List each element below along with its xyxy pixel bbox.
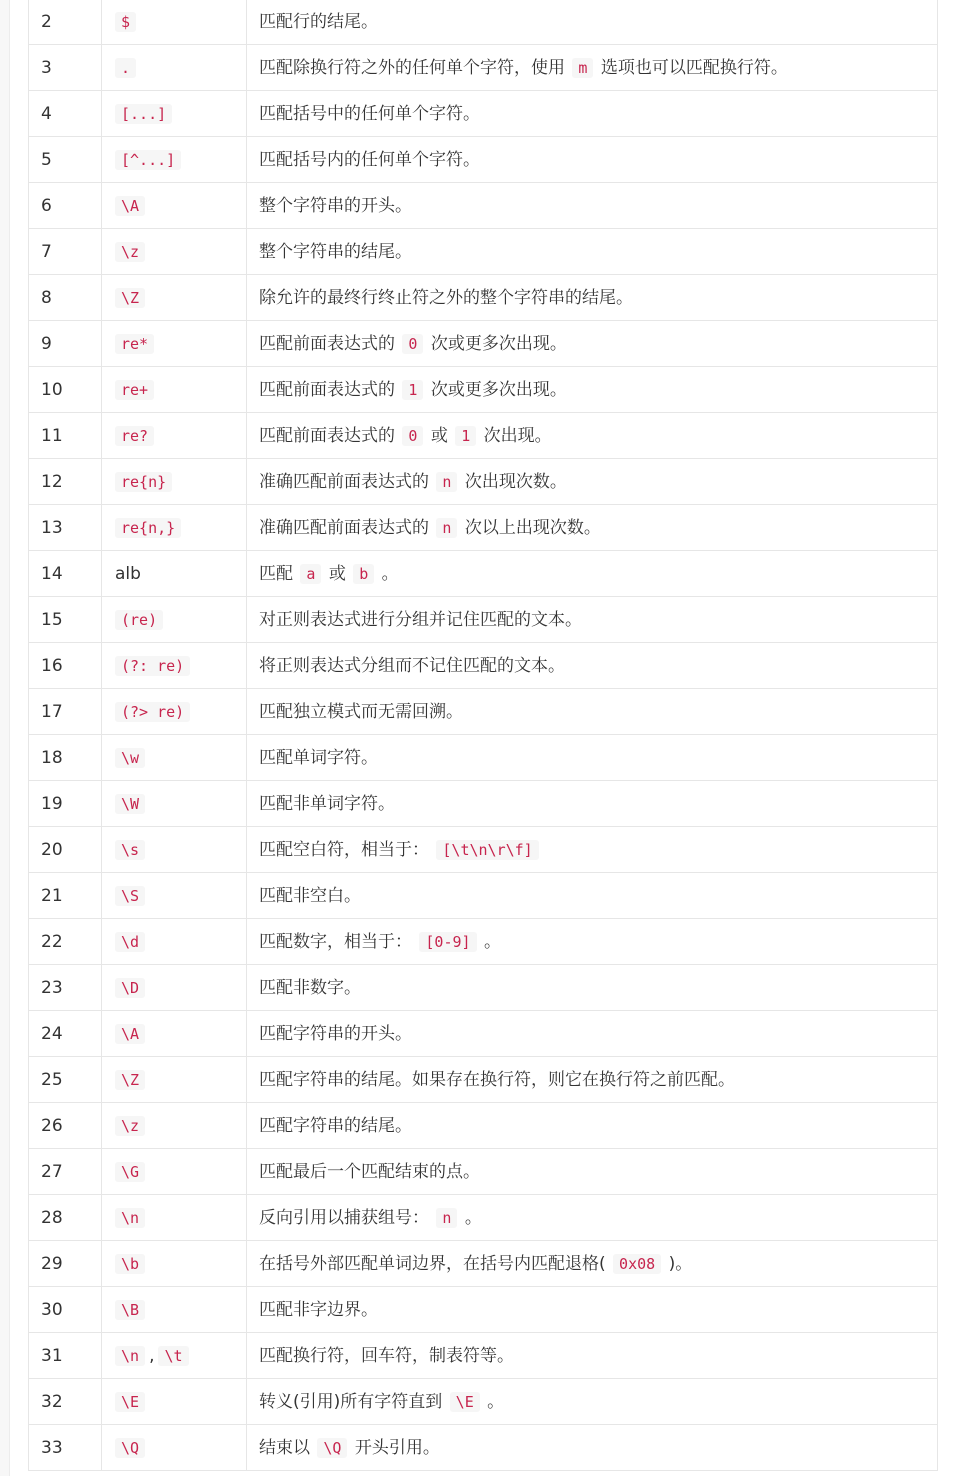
inline-code: a xyxy=(300,564,321,584)
regex-table-body xyxy=(29,0,938,1471)
description-text: 次以上出现次数。 xyxy=(459,517,601,538)
table-row xyxy=(29,413,938,459)
description-cell xyxy=(247,1149,938,1195)
description-text: 开头引用。 xyxy=(349,1437,440,1458)
table-row xyxy=(29,551,938,597)
row-number-cell xyxy=(29,551,102,597)
row-number: 13 xyxy=(41,517,63,538)
description-text: 反向引用以捕获组号： xyxy=(259,1207,435,1228)
description-text: 或 xyxy=(323,563,352,584)
table-row xyxy=(29,689,938,735)
description-cell xyxy=(247,183,938,229)
pattern-cell xyxy=(102,91,247,137)
table-row xyxy=(29,275,938,321)
row-number-cell xyxy=(29,275,102,321)
description-text: 匹配前面表达式的 xyxy=(259,379,401,400)
row-number: 23 xyxy=(41,977,63,998)
pattern-code: (re) xyxy=(115,610,163,630)
description-text: 准确匹配前面表达式的 xyxy=(259,517,435,538)
pattern-cell xyxy=(102,459,247,505)
table-row xyxy=(29,1287,938,1333)
description-cell xyxy=(247,1287,938,1333)
row-number: 27 xyxy=(41,1161,63,1182)
description-text: 匹配括号内的任何单个字符。 xyxy=(259,149,480,170)
pattern-code: \G xyxy=(115,1162,145,1182)
pattern-text: alb xyxy=(115,563,141,584)
table-row xyxy=(29,1149,938,1195)
pattern-code: [...] xyxy=(115,104,172,124)
table-row xyxy=(29,137,938,183)
description-text: 匹配单词字符。 xyxy=(259,747,378,768)
pattern-cell xyxy=(102,413,247,459)
description-text: 次出现。 xyxy=(478,425,552,446)
row-number: 31 xyxy=(41,1345,63,1366)
row-number: 30 xyxy=(41,1299,63,1320)
description-text: 匹配非空白。 xyxy=(259,885,361,906)
pattern-cell xyxy=(102,1287,247,1333)
description-cell xyxy=(247,1379,938,1425)
description-cell xyxy=(247,1195,938,1241)
inline-code: 0 xyxy=(402,426,423,446)
pattern-cell xyxy=(102,781,247,827)
row-number: 2 xyxy=(41,11,52,32)
row-number-cell xyxy=(29,1011,102,1057)
pattern-cell xyxy=(102,1103,247,1149)
table-row xyxy=(29,1379,938,1425)
description-cell xyxy=(247,45,938,91)
description-text: 。 xyxy=(459,1207,482,1228)
description-text: 。 xyxy=(478,931,501,952)
row-number-cell xyxy=(29,1287,102,1333)
pattern-code: \d xyxy=(115,932,145,952)
regex-table xyxy=(28,0,938,1471)
table-row xyxy=(29,735,938,781)
table-row xyxy=(29,229,938,275)
row-number-cell xyxy=(29,689,102,735)
pattern-code: \B xyxy=(115,1300,145,1320)
table-row xyxy=(29,1103,938,1149)
row-number: 9 xyxy=(41,333,52,354)
description-text: 次或更多次出现。 xyxy=(425,333,567,354)
pattern-cell xyxy=(102,275,247,321)
description-text: 匹配除换行符之外的任何单个字符，使用 xyxy=(259,57,571,78)
description-cell xyxy=(247,229,938,275)
pattern-code: re{n} xyxy=(115,472,172,492)
pattern-code: $ xyxy=(115,12,136,32)
description-cell xyxy=(247,1241,938,1287)
pattern-cell xyxy=(102,735,247,781)
row-number: 11 xyxy=(41,425,63,446)
table-row xyxy=(29,1425,938,1471)
description-text: 。 xyxy=(376,563,399,584)
pattern-code: \w xyxy=(115,748,145,768)
pattern-code: \b xyxy=(115,1254,145,1274)
pattern-code: \D xyxy=(115,978,145,998)
pattern-cell xyxy=(102,873,247,919)
description-text: 或 xyxy=(425,425,454,446)
row-number-cell xyxy=(29,827,102,873)
description-text: 次出现次数。 xyxy=(459,471,567,492)
pattern-cell xyxy=(102,551,247,597)
row-number-cell xyxy=(29,735,102,781)
row-number: 8 xyxy=(41,287,52,308)
left-gutter xyxy=(0,0,10,1476)
table-row xyxy=(29,321,938,367)
row-number: 29 xyxy=(41,1253,63,1274)
table-row xyxy=(29,873,938,919)
description-text: 匹配最后一个匹配结束的点。 xyxy=(259,1161,480,1182)
description-cell xyxy=(247,919,938,965)
row-number-cell xyxy=(29,1057,102,1103)
pattern-cell xyxy=(102,689,247,735)
description-cell xyxy=(247,1011,938,1057)
pattern-code: \E xyxy=(115,1392,145,1412)
description-text: 匹配字符串的开头。 xyxy=(259,1023,412,1044)
inline-code: [\t\n\r\f] xyxy=(436,840,538,860)
description-cell xyxy=(247,781,938,827)
description-text: 结束以 xyxy=(259,1437,316,1458)
row-number-cell xyxy=(29,1241,102,1287)
inline-code: 1 xyxy=(402,380,423,400)
description-cell xyxy=(247,505,938,551)
description-cell xyxy=(247,965,938,1011)
pattern-code: \W xyxy=(115,794,145,814)
pattern-code: re{n,} xyxy=(115,518,181,538)
row-number-cell xyxy=(29,597,102,643)
pattern-cell xyxy=(102,0,247,45)
pattern-code: \Z xyxy=(115,1070,145,1090)
description-cell xyxy=(247,551,938,597)
table-row xyxy=(29,367,938,413)
table-row xyxy=(29,91,938,137)
inline-code: 1 xyxy=(455,426,476,446)
table-row xyxy=(29,45,938,91)
description-text: )。 xyxy=(663,1253,693,1274)
table-row xyxy=(29,1195,938,1241)
description-text: 匹配换行符，回车符，制表符等。 xyxy=(259,1345,514,1366)
inline-code: \Q xyxy=(317,1438,347,1458)
table-row xyxy=(29,1011,938,1057)
row-number-cell xyxy=(29,505,102,551)
pattern-cell xyxy=(102,1425,247,1471)
row-number: 6 xyxy=(41,195,52,216)
description-text: 匹配非数字。 xyxy=(259,977,361,998)
row-number: 20 xyxy=(41,839,63,860)
inline-code: n xyxy=(436,1208,457,1228)
row-number-cell xyxy=(29,1149,102,1195)
pattern-cell xyxy=(102,965,247,1011)
inline-code: 0x08 xyxy=(613,1254,661,1274)
inline-code: n xyxy=(436,518,457,538)
row-number-cell xyxy=(29,137,102,183)
table-row xyxy=(29,781,938,827)
pattern-code: \n xyxy=(115,1346,145,1366)
description-cell xyxy=(247,1057,938,1103)
pattern-cell xyxy=(102,45,247,91)
pattern-cell xyxy=(102,321,247,367)
pattern-code: . xyxy=(115,58,136,78)
pattern-code: \z xyxy=(115,242,145,262)
table-row xyxy=(29,1057,938,1103)
description-text: 对正则表达式进行分组并记住匹配的文本。 xyxy=(259,609,582,630)
description-cell xyxy=(247,1103,938,1149)
description-text: 准确匹配前面表达式的 xyxy=(259,471,435,492)
row-number: 7 xyxy=(41,241,52,262)
row-number: 24 xyxy=(41,1023,63,1044)
pattern-code: re? xyxy=(115,426,154,446)
pattern-code: \Z xyxy=(115,288,145,308)
pattern-cell xyxy=(102,183,247,229)
inline-code: n xyxy=(436,472,457,492)
row-number: 10 xyxy=(41,379,63,400)
row-number-cell xyxy=(29,413,102,459)
inline-code: [0-9] xyxy=(419,932,476,952)
description-text: 转义(引用)所有字符直到 xyxy=(259,1391,448,1412)
inline-code: b xyxy=(353,564,374,584)
table-row xyxy=(29,505,938,551)
description-text: 整个字符串的开头。 xyxy=(259,195,412,216)
pattern-cell xyxy=(102,643,247,689)
inline-code: 0 xyxy=(402,334,423,354)
table-row xyxy=(29,597,938,643)
row-number-cell xyxy=(29,873,102,919)
row-number-cell xyxy=(29,1195,102,1241)
description-cell xyxy=(247,735,938,781)
pattern-cell xyxy=(102,1241,247,1287)
description-text: 匹配非单词字符。 xyxy=(259,793,395,814)
description-text: 匹配数字，相当于： xyxy=(259,931,418,952)
description-cell xyxy=(247,321,938,367)
description-text: 匹配括号中的任何单个字符。 xyxy=(259,103,480,124)
row-number: 21 xyxy=(41,885,63,906)
row-number: 22 xyxy=(41,931,63,952)
pattern-cell xyxy=(102,137,247,183)
description-text: 整个字符串的结尾。 xyxy=(259,241,412,262)
row-number: 26 xyxy=(41,1115,63,1136)
row-number: 18 xyxy=(41,747,63,768)
description-cell xyxy=(247,689,938,735)
pattern-cell xyxy=(102,919,247,965)
description-text: 匹配字符串的结尾。如果存在换行符，则它在换行符之前匹配。 xyxy=(259,1069,735,1090)
pattern-code: \n xyxy=(115,1208,145,1228)
pattern-code: \z xyxy=(115,1116,145,1136)
inline-code: m xyxy=(572,58,593,78)
table-row xyxy=(29,459,938,505)
pattern-code: (?: re) xyxy=(115,656,190,676)
row-number-cell xyxy=(29,1379,102,1425)
row-number: 3 xyxy=(41,57,52,78)
row-number: 4 xyxy=(41,103,52,124)
pattern-cell xyxy=(102,1333,247,1379)
row-number: 17 xyxy=(41,701,63,722)
pattern-code: re* xyxy=(115,334,154,354)
table-row xyxy=(29,643,938,689)
row-number-cell xyxy=(29,1103,102,1149)
description-text: 匹配前面表达式的 xyxy=(259,425,401,446)
pattern-cell xyxy=(102,1195,247,1241)
row-number-cell xyxy=(29,91,102,137)
pattern-cell xyxy=(102,1149,247,1195)
description-cell xyxy=(247,459,938,505)
description-text: 匹配空白符，相当于： xyxy=(259,839,435,860)
table-row xyxy=(29,183,938,229)
description-cell xyxy=(247,413,938,459)
description-cell xyxy=(247,137,938,183)
description-text: 除允许的最终行终止符之外的整个字符串的结尾。 xyxy=(259,287,633,308)
description-text: 在括号外部匹配单词边界，在括号内匹配退格( xyxy=(259,1253,612,1274)
pattern-code: \t xyxy=(158,1346,188,1366)
row-number: 15 xyxy=(41,609,63,630)
row-number-cell xyxy=(29,459,102,505)
row-number: 28 xyxy=(41,1207,63,1228)
description-text: 匹配行的结尾。 xyxy=(259,11,378,32)
pattern-code: \A xyxy=(115,196,145,216)
table-row xyxy=(29,919,938,965)
description-text: 将正则表达式分组而不记住匹配的文本。 xyxy=(259,655,565,676)
description-text: 匹配非字边界。 xyxy=(259,1299,378,1320)
row-number-cell xyxy=(29,919,102,965)
description-text: 选项也可以匹配换行符。 xyxy=(595,57,788,78)
description-cell xyxy=(247,1333,938,1379)
row-number: 14 xyxy=(41,563,63,584)
description-cell xyxy=(247,827,938,873)
pattern-cell xyxy=(102,229,247,275)
table-row xyxy=(29,1333,938,1379)
pattern-code: \s xyxy=(115,840,145,860)
row-number-cell xyxy=(29,321,102,367)
description-cell xyxy=(247,0,938,45)
row-number-cell xyxy=(29,781,102,827)
description-text: 次或更多次出现。 xyxy=(425,379,567,400)
pattern-cell xyxy=(102,827,247,873)
row-number: 19 xyxy=(41,793,63,814)
description-cell xyxy=(247,643,938,689)
row-number-cell xyxy=(29,643,102,689)
inline-code: \E xyxy=(450,1392,480,1412)
description-cell xyxy=(247,597,938,643)
description-text: 匹配前面表达式的 xyxy=(259,333,401,354)
pattern-cell xyxy=(102,1379,247,1425)
table-row xyxy=(29,1241,938,1287)
pattern-cell xyxy=(102,367,247,413)
row-number-cell xyxy=(29,45,102,91)
description-cell xyxy=(247,1425,938,1471)
pattern-cell xyxy=(102,597,247,643)
pattern-code: (?> re) xyxy=(115,702,190,722)
description-cell xyxy=(247,275,938,321)
pattern-cell xyxy=(102,1057,247,1103)
description-text: 匹配独立模式而无需回溯。 xyxy=(259,701,463,722)
row-number-cell xyxy=(29,965,102,1011)
row-number-cell xyxy=(29,367,102,413)
pattern-code: \S xyxy=(115,886,145,906)
description-text: 。 xyxy=(481,1391,505,1412)
pattern-code: \A xyxy=(115,1024,145,1044)
pattern-separator: , xyxy=(149,1345,155,1366)
table-row xyxy=(29,0,938,45)
pattern-cell xyxy=(102,505,247,551)
row-number-cell xyxy=(29,1333,102,1379)
pattern-code: \Q xyxy=(115,1438,145,1458)
description-cell xyxy=(247,91,938,137)
table-row xyxy=(29,827,938,873)
description-text: 匹配字符串的结尾。 xyxy=(259,1115,412,1136)
row-number-cell xyxy=(29,229,102,275)
description-cell xyxy=(247,367,938,413)
row-number: 32 xyxy=(41,1391,63,1412)
description-text: 匹配 xyxy=(259,563,299,584)
pattern-code: re+ xyxy=(115,380,154,400)
row-number-cell xyxy=(29,1425,102,1471)
regex-table-container xyxy=(28,0,937,1471)
row-number: 5 xyxy=(41,149,52,170)
pattern-code: [^...] xyxy=(115,150,181,170)
row-number: 16 xyxy=(41,655,63,676)
row-number: 12 xyxy=(41,471,63,492)
table-row xyxy=(29,965,938,1011)
row-number: 33 xyxy=(41,1437,63,1458)
row-number: 25 xyxy=(41,1069,63,1090)
description-cell xyxy=(247,873,938,919)
pattern-cell xyxy=(102,1011,247,1057)
row-number-cell xyxy=(29,0,102,45)
row-number-cell xyxy=(29,183,102,229)
